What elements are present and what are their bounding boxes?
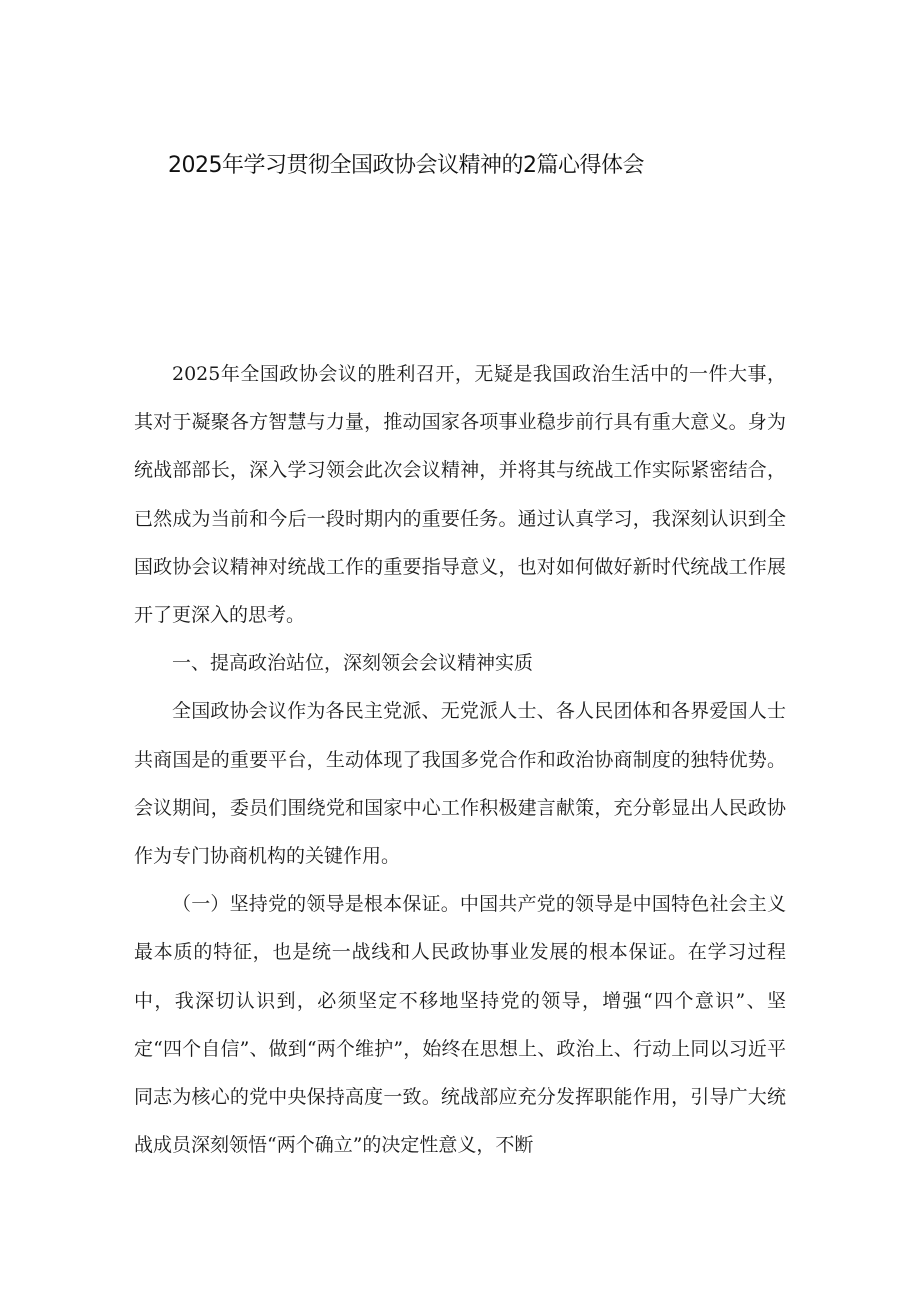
section-1-paragraph: 全国政协会议作为各民主党派、无党派人士、各人民团体和各界爱国人士共商国是的重要平台，生动体现了我国多党合作和政治协商制度的独特优势。会议期间，委员们围绕党和国家中心工作积极建言献策，充分彰显出人民政协作为专门协商机构的关键作用。 bbox=[134, 700, 786, 868]
subsection-1-paragraph: （一）坚持党的领导是根本保证。中国共产党的领导是中国特色社会主义最本质的特征，也是统一战线和人民政协事业发展的根本保证。在学习过程中，我深切认识到，必须坚定不移地坚持党的领导，增强“四个意识”、坚定“四个自信”、做到“两个维护”，始终在思想上、政治上、行动上同以习近平同志为核心的党中央保持高度一致。统战部应充分发挥职能作用，引导广大统战成员深刻领悟“两个确立”的决定性意义，不断 bbox=[134, 893, 786, 1157]
intro-paragraph: 2025年全国政协会议的胜利召开，无疑是我国政治生活中的一件大事，其对于凝聚各方智慧与力量，推动国家各项事业稳步前行具有重大意义。身为统战部部长，深入学习领会此次会议精神，并将其与统战工作实际紧密结合，已然成为当前和今后一段时期内的重要任务。通过认真学习，我深刻认识到全国政协会议精神对统战工作的重要指导意义，也对如何做好新时代统战工作展开了更深入的思考。 bbox=[134, 363, 786, 627]
section-heading-1: 一、提高政治站位，深刻领会会议精神实质 bbox=[172, 652, 534, 675]
document-title: 2025年学习贯彻全国政协会议精神的2篇心得体会 bbox=[168, 153, 644, 178]
document-body bbox=[134, 350, 786, 1169]
